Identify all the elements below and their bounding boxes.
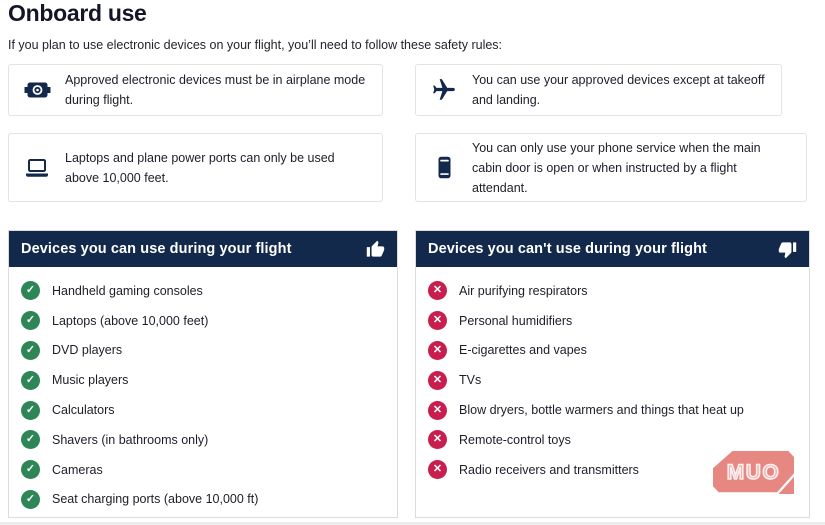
cross-icon: ✕ bbox=[428, 371, 447, 390]
list-item-label: Radio receivers and transmitters bbox=[459, 462, 639, 477]
list-item-label: Remote-control toys bbox=[459, 432, 571, 447]
cross-icon: ✕ bbox=[428, 281, 447, 300]
list-item bbox=[21, 425, 385, 455]
cross-icon: ✕ bbox=[428, 401, 447, 420]
muo-watermark bbox=[713, 451, 794, 494]
list-item bbox=[21, 485, 385, 515]
page-title: Onboard use bbox=[8, 0, 147, 26]
page-subtitle: If you plan to use electronic devices on your flight, you’ll need to follow these safety rules: bbox=[8, 38, 503, 52]
allowed-panel-title: Devices you can use during your flight bbox=[21, 241, 292, 257]
list-item-label: Blow dryers, bottle warmers and things that heat up bbox=[459, 403, 744, 418]
rule-text: Laptops and plane power ports can only be used above 10,000 feet. bbox=[65, 150, 335, 185]
rule-text: You can only use your phone service when the main cabin door is open or when instructed by a flight attendant. bbox=[472, 140, 761, 195]
allowed-devices-panel bbox=[8, 230, 398, 518]
list-item-label: Personal humidifiers bbox=[459, 313, 573, 328]
rule-text: You can use your approved devices except at takeoff and landing. bbox=[472, 73, 765, 107]
list-item-label: Cameras bbox=[52, 462, 103, 477]
list-item-label: Laptops (above 10,000 feet) bbox=[52, 313, 209, 328]
airplane-icon bbox=[429, 77, 459, 103]
check-icon: ✓ bbox=[21, 430, 40, 449]
list-item-label: Music players bbox=[52, 373, 129, 388]
check-icon: ✓ bbox=[21, 341, 40, 360]
rule-card-airplane-mode bbox=[8, 64, 383, 116]
list-item-label: E-cigarettes and vapes bbox=[459, 343, 587, 358]
list-item bbox=[21, 276, 385, 306]
prohibited-panel-header bbox=[416, 231, 809, 267]
thumbs-down-icon bbox=[778, 240, 797, 259]
allowed-panel-header bbox=[9, 231, 397, 267]
list-item bbox=[428, 365, 797, 395]
list-item bbox=[21, 365, 385, 395]
rule-text: Approved electronic devices must be in airplane mode during flight. bbox=[65, 73, 366, 107]
rule-card-takeoff-landing bbox=[415, 64, 782, 116]
check-icon: ✓ bbox=[21, 490, 40, 509]
list-item-label: Handheld gaming consoles bbox=[52, 283, 203, 298]
list-item bbox=[428, 276, 797, 306]
list-item bbox=[21, 395, 385, 425]
list-item bbox=[21, 455, 385, 485]
list-item-label: Air purifying respirators bbox=[459, 283, 588, 298]
prohibited-panel-title: Devices you can't use during your flight bbox=[428, 241, 707, 257]
cross-icon: ✕ bbox=[428, 341, 447, 360]
check-icon: ✓ bbox=[21, 311, 40, 330]
list-item bbox=[21, 306, 385, 336]
watermark-label: MUO bbox=[726, 460, 781, 484]
rule-card-laptops bbox=[8, 133, 383, 202]
list-item-label: TVs bbox=[459, 373, 482, 388]
list-item bbox=[21, 336, 385, 366]
list-item-label: Seat charging ports (above 10,000 ft) bbox=[52, 492, 259, 507]
thumbs-up-icon bbox=[366, 240, 385, 259]
check-icon: ✓ bbox=[21, 371, 40, 390]
list-item-label: Calculators bbox=[52, 403, 115, 418]
cross-icon: ✕ bbox=[428, 460, 447, 479]
list-item-label: DVD players bbox=[52, 343, 123, 358]
list-item bbox=[428, 395, 797, 425]
list-item bbox=[428, 336, 797, 366]
cross-icon: ✕ bbox=[428, 430, 447, 449]
camera-icon bbox=[22, 81, 52, 99]
cross-icon: ✕ bbox=[428, 311, 447, 330]
list-item bbox=[428, 306, 797, 336]
rule-card-phone-service bbox=[415, 133, 807, 202]
list-item-label: Shavers (in bathrooms only) bbox=[52, 432, 209, 447]
laptop-icon bbox=[22, 158, 52, 178]
check-icon: ✓ bbox=[21, 460, 40, 479]
check-icon: ✓ bbox=[21, 281, 40, 300]
allowed-panel-body bbox=[9, 267, 397, 514]
phone-icon bbox=[429, 156, 459, 179]
check-icon: ✓ bbox=[21, 401, 40, 420]
